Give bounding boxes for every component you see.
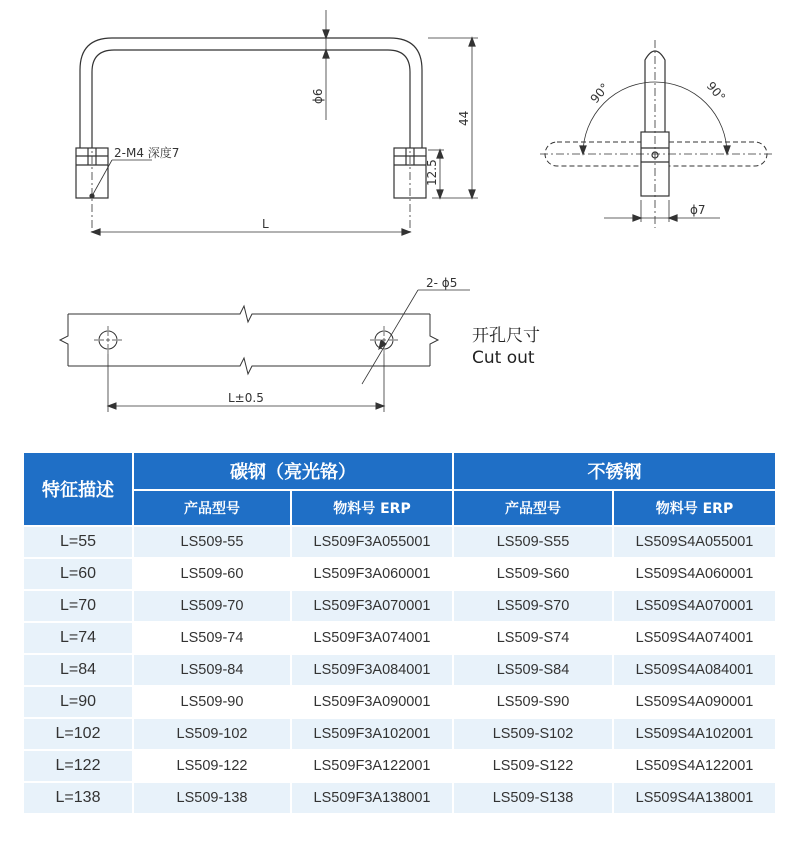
ss-erp-cell: LS509S4A060001 [613,558,776,590]
cs-erp-cell: LS509F3A090001 [291,686,453,718]
ss-model-header: 产品型号 [453,490,613,526]
table-row [23,526,776,558]
cs-erp-header: 物料号 ERP [291,490,453,526]
ss-model-cell: LS509-S102 [453,718,613,750]
ss-erp-cell: LS509S4A122001 [613,750,776,782]
cs-erp-cell: LS509F3A084001 [291,654,453,686]
table-sub-header-row [23,490,776,526]
side-view [540,40,772,228]
ss-model-cell: LS509-S84 [453,654,613,686]
cutout-view [60,290,470,412]
feature-header: 特征描述 [23,452,133,526]
ss-erp-cell: LS509S4A074001 [613,622,776,654]
cutout-title-en: Cut out [472,348,535,368]
ss-model-cell: LS509-S122 [453,750,613,782]
feature-cell: L=70 [23,590,133,622]
carbon-steel-header: 碳钢（亮光铬） [133,452,453,490]
ss-model-cell: LS509-S60 [453,558,613,590]
spec-table [22,451,777,815]
ss-model-cell: LS509-S74 [453,622,613,654]
feature-cell: L=90 [23,686,133,718]
feature-cell: L=122 [23,750,133,782]
table-row [23,782,776,814]
ss-erp-header: 物料号 ERP [613,490,776,526]
table-row [23,622,776,654]
cs-erp-cell: LS509F3A102001 [291,718,453,750]
cs-erp-cell: LS509F3A070001 [291,590,453,622]
cs-model-cell: LS509-122 [133,750,291,782]
table-row [23,718,776,750]
ss-erp-cell: LS509S4A055001 [613,526,776,558]
feature-cell: L=102 [23,718,133,750]
table-row [23,654,776,686]
total-height-label: 44 [457,110,471,126]
cs-model-cell: LS509-138 [133,782,291,814]
cs-model-cell: LS509-55 [133,526,291,558]
angle-left-label: 90° [587,80,612,106]
ss-model-cell: LS509-S70 [453,590,613,622]
cs-erp-cell: LS509F3A122001 [291,750,453,782]
hole-spacing-label: L±0.5 [228,391,264,405]
cs-model-cell: LS509-60 [133,558,291,590]
stainless-steel-header: 不锈钢 [453,452,776,490]
table-row [23,750,776,782]
ss-erp-cell: LS509S4A070001 [613,590,776,622]
feature-cell: L=55 [23,526,133,558]
thread-note-label: 2-M4 深度7 [114,146,180,160]
table-group-header-row [23,452,776,490]
ss-erp-cell: LS509S4A084001 [613,654,776,686]
lower-height-label: 12.5 [425,159,439,186]
ss-erp-cell: LS509S4A138001 [613,782,776,814]
cs-erp-cell: LS509F3A060001 [291,558,453,590]
hole-diameter-label: 2- ϕ5 [426,276,458,290]
feature-cell: L=84 [23,654,133,686]
cs-model-cell: LS509-84 [133,654,291,686]
table-row [23,686,776,718]
cs-erp-cell: LS509F3A138001 [291,782,453,814]
cutout-title-cn: 开孔尺寸 [472,326,540,346]
cutout-title [472,325,540,369]
ss-erp-cell: LS509S4A090001 [613,686,776,718]
cs-model-cell: LS509-70 [133,590,291,622]
ss-erp-cell: LS509S4A102001 [613,718,776,750]
cs-erp-cell: LS509F3A074001 [291,622,453,654]
table-row [23,558,776,590]
table-row [23,590,776,622]
angle-right-label: 90° [703,78,729,105]
cs-model-cell: LS509-74 [133,622,291,654]
feature-cell: L=138 [23,782,133,814]
feature-cell: L=74 [23,622,133,654]
cs-model-cell: LS509-90 [133,686,291,718]
length-label: L [262,217,269,231]
ss-model-cell: LS509-S90 [453,686,613,718]
base-diameter-label: ϕ7 [690,203,706,217]
feature-cell: L=60 [23,558,133,590]
cs-erp-cell: LS509F3A055001 [291,526,453,558]
ss-model-cell: LS509-S138 [453,782,613,814]
cs-model-cell: LS509-102 [133,718,291,750]
ss-model-cell: LS509-S55 [453,526,613,558]
cs-model-header: 产品型号 [133,490,291,526]
front-view [76,10,478,235]
rod-diameter-label: ϕ6 [311,88,325,104]
